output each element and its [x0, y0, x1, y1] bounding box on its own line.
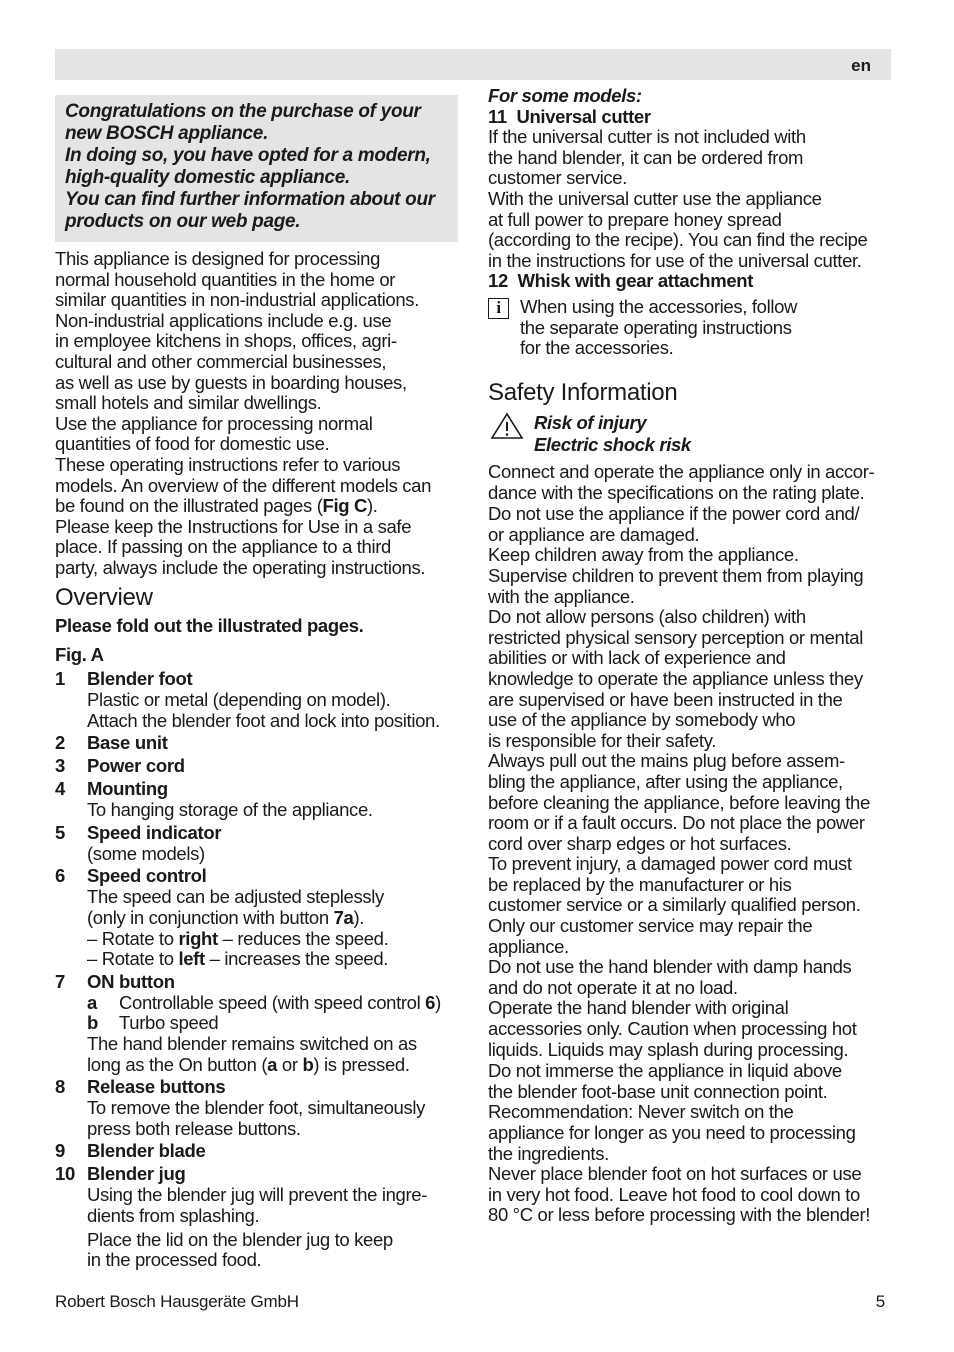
desc-line	[87, 949, 463, 970]
item-num: 4	[55, 778, 65, 800]
intro-line: products on our web page.	[65, 211, 301, 232]
body-line: bling the appliance, after using the appliance,	[488, 770, 843, 792]
desc-line: press both release buttons.	[87, 1117, 301, 1139]
body-line: are supervised or have been instructed in the	[488, 688, 843, 710]
ref: a	[267, 1053, 278, 1075]
list-item	[55, 777, 463, 800]
list-item	[55, 1162, 463, 1185]
body-line: appliance.	[488, 935, 569, 957]
item-title: Base unit	[87, 732, 168, 754]
desc-line: dients from splashing.	[87, 1204, 260, 1226]
header-bar	[55, 49, 891, 80]
desc-line	[87, 908, 463, 929]
text: Controllable speed (with speed control	[119, 991, 426, 1013]
body-line: as well as use by guests in boarding houses,	[55, 371, 407, 393]
body-line: room or if a fault occurs. Do not place the power	[488, 812, 865, 834]
body-line: or appliance are damaged.	[488, 523, 700, 545]
desc-line: at full power to prepare honey spread	[488, 208, 782, 230]
body-line: Recommendation: Never switch on the	[488, 1101, 794, 1123]
body-line: To prevent injury, a damaged power cord must	[488, 853, 852, 875]
item-desc: To hanging storage of the appliance.	[87, 799, 373, 821]
fig-label: Fig. A	[55, 644, 104, 665]
text: ) is pressed.	[313, 1053, 410, 1075]
safety-body	[488, 462, 898, 1226]
sub-letter: b	[87, 1012, 98, 1034]
intro-line: In doing so, you have opted for a modern,	[65, 145, 431, 166]
item-title: Power cord	[87, 755, 185, 777]
sub-text: Turbo speed	[119, 1012, 219, 1034]
item-title: Blender jug	[87, 1163, 186, 1185]
list-item	[55, 821, 463, 844]
fold-note: Please fold out the illustrated pages.	[55, 615, 364, 636]
text: – Rotate to	[87, 948, 179, 970]
item-num: 1	[55, 668, 65, 689]
list-item	[55, 1139, 463, 1162]
body-line: Do not use the hand blender with damp hands	[488, 956, 852, 978]
body-line: restricted physical sensory perception or mental	[488, 626, 863, 648]
intro-line: high-quality domestic appliance.	[65, 167, 350, 188]
warning-line: Risk of injury	[534, 412, 647, 433]
desc-line: (according to the recipe). You can find the recipe	[488, 229, 868, 251]
item-num: 10	[55, 1163, 75, 1185]
body-line: Non-industrial applications include e.g. use	[55, 309, 392, 331]
body-line: Do not use the appliance if the power cord and/	[488, 503, 860, 525]
warning-line: Electric shock risk	[534, 434, 691, 455]
item-desc: (some models)	[87, 842, 205, 864]
body-line: before cleaning the appliance, before leaving the	[488, 791, 870, 813]
item-title: Blender foot	[87, 668, 193, 689]
models-section	[488, 86, 898, 359]
body-line: party, always include the operating instructions.	[55, 556, 426, 578]
text: ).	[353, 906, 365, 928]
item-title: Release buttons	[87, 1076, 226, 1098]
intro-line: You can find further information about our	[65, 189, 435, 210]
body-line: with the appliance.	[488, 585, 635, 607]
body-line: the blender foot-base unit connection point.	[488, 1080, 828, 1102]
overview-list	[55, 667, 463, 1271]
models-label: For some models:	[488, 85, 642, 106]
item-num: 5	[55, 821, 65, 843]
body-line-fig	[55, 496, 463, 517]
item-num: 2	[55, 732, 65, 754]
body-line: normal household quantities in the home or	[55, 268, 396, 290]
item-desc	[55, 1185, 463, 1270]
text: long as the On button (	[87, 1053, 268, 1075]
body-line: in employee kitchens in shops, offices, agri-	[55, 330, 397, 352]
body-line: use of the appliance by somebody who	[488, 709, 796, 731]
body-line: customer service or a similarly qualified person.	[488, 894, 861, 916]
item-desc	[488, 127, 898, 271]
desc-line	[87, 929, 463, 950]
item-num: 12	[488, 270, 508, 292]
item-num: 9	[55, 1140, 65, 1162]
item-title: ON button	[87, 970, 175, 992]
body-line: place. If passing on the appliance to a third	[55, 536, 391, 558]
desc-line: With the universal cutter use the appliance	[488, 187, 822, 209]
ref: left	[178, 948, 205, 970]
note-text	[520, 297, 797, 359]
body-left	[55, 249, 463, 579]
body-line: in very hot food. Leave hot food to cool down to	[488, 1183, 860, 1205]
desc-line: Using the blender jug will prevent the ingre-	[87, 1184, 428, 1206]
item-desc	[55, 887, 463, 969]
item-num: 6	[55, 865, 65, 887]
body-line: Keep children away from the appliance.	[488, 544, 799, 566]
body-line: dance with the specifications on the rating plate.	[488, 481, 865, 503]
desc-line: in the processed food.	[87, 1249, 262, 1271]
sub-item	[87, 993, 463, 1014]
item-num: 3	[55, 755, 65, 777]
body-line: liquids. Liquids may splash during processing.	[488, 1038, 849, 1060]
item-title: Mounting	[87, 778, 168, 800]
item-desc	[55, 993, 463, 1075]
body-line: small hotels and similar dwellings.	[55, 392, 322, 414]
body-line: This appliance is designed for processing	[55, 248, 381, 269]
text: ).	[367, 495, 378, 517]
body-line: These operating instructions refer to various	[55, 453, 401, 475]
item-desc	[55, 690, 463, 731]
body-line: cord over sharp edges or hot surfaces.	[488, 832, 792, 854]
list-item	[55, 864, 463, 887]
desc-line: The speed can be adjusted steplessly	[87, 886, 384, 908]
list-item	[55, 970, 463, 993]
language-code: en	[851, 56, 871, 75]
desc-line: Plastic or metal (depending on model).	[87, 689, 391, 710]
intro-line: new BOSCH appliance.	[65, 123, 269, 144]
desc-line: Place the lid on the blender jug to keep	[87, 1228, 393, 1250]
item-num: 8	[55, 1076, 65, 1098]
body-line: cultural and other commercial businesses,	[55, 350, 387, 372]
body-line: Only our customer service may repair the	[488, 915, 813, 937]
body-line: appliance for longer as you need to processing	[488, 1122, 856, 1143]
warning-row	[488, 412, 898, 456]
desc-line: To remove the blender foot, simultaneously	[87, 1097, 426, 1119]
info-icon: i	[488, 298, 509, 319]
body-line: 80 °C or less before processing with the blender!	[488, 1204, 871, 1226]
body-line: Please keep the Instructions for Use in a safe	[55, 515, 412, 537]
body-line: models. An overview of the different models can	[55, 474, 432, 496]
text: be found on the illustrated pages (	[55, 495, 323, 517]
body-line: accessories only. Caution when processing hot	[488, 1018, 857, 1040]
fig-ref: Fig C	[322, 495, 367, 517]
page-number: 5	[875, 1292, 885, 1311]
list-item	[55, 1075, 463, 1098]
text: – Rotate to	[87, 927, 179, 949]
item-desc	[55, 1098, 463, 1139]
sub-letter: a	[87, 991, 97, 1013]
text: – increases the speed.	[204, 948, 389, 970]
body-line: Never place blender foot on hot surfaces or use	[488, 1163, 862, 1185]
desc-line: If the universal cutter is not included with	[488, 126, 806, 148]
list-item	[55, 667, 463, 690]
body-line: similar quantities in non-industrial applications.	[55, 289, 419, 311]
item-title: Blender blade	[87, 1140, 206, 1162]
item-title: Universal cutter	[516, 105, 651, 127]
body-line: Do not allow persons (also children) with	[488, 606, 806, 628]
note-line: for the accessories.	[520, 337, 674, 359]
overview-heading: Overview	[55, 584, 153, 611]
desc-line: customer service.	[488, 167, 628, 189]
body-line: Supervise children to prevent them from playing	[488, 564, 864, 586]
warning-text	[534, 412, 691, 456]
body-line: quantities of food for domestic use.	[55, 433, 330, 455]
body-line: Use the appliance for processing normal	[55, 412, 373, 434]
body-line: Operate the hand blender with original	[488, 997, 789, 1019]
text: – reduces the speed.	[217, 927, 389, 949]
body-line: be replaced by the manufacturer or his	[488, 873, 792, 895]
desc-line: The hand blender remains switched on as	[87, 1032, 417, 1054]
item-num: 11	[488, 105, 507, 127]
info-note	[488, 297, 898, 359]
list-item	[488, 107, 898, 128]
desc-line: the hand blender, it can be ordered from	[488, 146, 804, 168]
desc-line: in the instructions for use of the universal cutter.	[488, 249, 862, 271]
ref: right	[178, 927, 218, 949]
body-line: knowledge to operate the appliance unless they	[488, 667, 863, 689]
item-title: Whisk with gear attachment	[517, 270, 754, 292]
body-line: the ingredients.	[488, 1142, 609, 1164]
desc-line: Attach the blender foot and lock into position.	[87, 709, 440, 731]
ref: b	[302, 1053, 314, 1075]
item-title: Speed indicator	[87, 821, 222, 843]
body-line: and do not operate it at no load.	[488, 976, 738, 998]
text: )	[435, 991, 441, 1013]
safety-warning	[488, 412, 898, 456]
body-line: Always pull out the mains plug before assem-	[488, 750, 845, 772]
list-item	[55, 754, 463, 777]
sub-item	[87, 1013, 463, 1034]
list-item	[488, 271, 898, 292]
body-line: Connect and operate the appliance only in accor-	[488, 461, 875, 482]
footer-company: Robert Bosch Hausgeräte GmbH	[55, 1292, 299, 1311]
item-title: Speed control	[87, 865, 207, 887]
body-line: abilities or with lack of experience and	[488, 647, 786, 669]
warning-triangle-icon	[490, 412, 524, 440]
intro-line: Congratulations on the purchase of your	[65, 101, 421, 122]
safety-heading: Safety Information	[488, 379, 678, 406]
desc-line	[87, 1055, 463, 1076]
body-line: Do not immerse the appliance in liquid above	[488, 1060, 842, 1082]
sub-text	[119, 993, 441, 1014]
body-line: is responsible for their safety.	[488, 729, 717, 751]
note-line: When using the accessories, follow	[520, 295, 798, 317]
list-item	[55, 731, 463, 754]
ref: 6	[425, 991, 436, 1013]
item-num: 7	[55, 970, 65, 992]
note-line: the separate operating instructions	[520, 316, 792, 338]
intro-box	[55, 95, 458, 242]
text: (only in conjunction with button	[87, 906, 334, 928]
ref: 7a	[333, 906, 354, 928]
text: or	[277, 1053, 303, 1075]
